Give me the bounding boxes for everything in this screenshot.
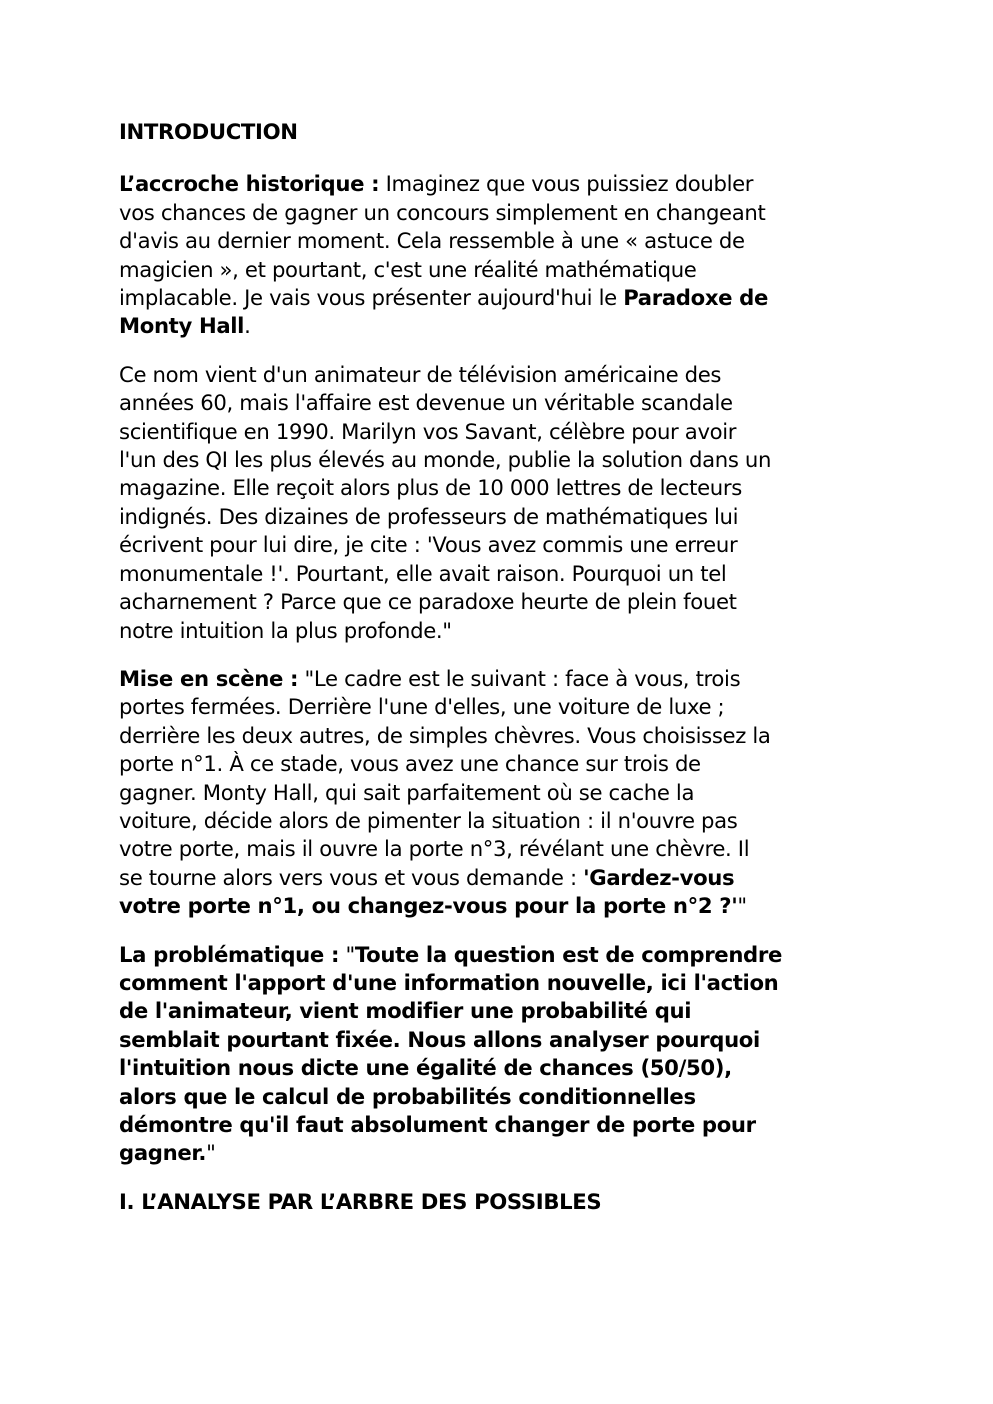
- para-line: votre porte, mais il ouvre la porte n°3, révélant une chèvre. Il: [119, 836, 750, 862]
- intro-heading-text: INTRODUCTION: [119, 119, 298, 144]
- para-text: ": [737, 893, 747, 919]
- para-line: l'un des QI les plus élevés au monde, publie la solution dans un: [119, 447, 772, 473]
- para-text: .: [244, 313, 251, 339]
- para-line: de l'animateur, vient modifier une probabilité qui: [119, 998, 692, 1024]
- para-line: [119, 941, 879, 969]
- para-text: ": [339, 941, 355, 967]
- bold-text: 'Gardez-vous: [583, 864, 735, 890]
- para-line: derrière les deux autres, de simples chèvres. Vous choisissez la: [119, 722, 771, 748]
- para-line: semblait pourtant fixée. Nous allons analyser pourquoi: [119, 1026, 760, 1052]
- para-line: [119, 1139, 879, 1167]
- para-line: portes fermées. Derrière l'une d'elles, une voiture de luxe ;: [119, 694, 725, 720]
- para-text: Imaginez que vous puissiez doubler: [379, 171, 754, 197]
- para-line: écrivent pour lui dire, je cite : 'Vous avez commis une erreur: [119, 532, 738, 558]
- para-line: acharnement ? Parce que ce paradoxe heurte de plein fouet: [119, 589, 737, 615]
- para-label: Mise en scène :: [119, 665, 299, 691]
- bold-text: votre porte n°1, ou changez-vous pour la porte n°2 ?': [119, 893, 738, 919]
- intro-heading: [119, 118, 879, 146]
- para-line: porte n°1. À ce stade, vous avez une chance sur trois de: [119, 751, 701, 777]
- para-line: scientifique en 1990. Marilyn vos Savant, célèbre pour avoir: [119, 418, 737, 444]
- para-line: monumentale !'. Pourtant, elle avait raison. Pourquoi un tel: [119, 560, 727, 586]
- para-line: vos chances de gagner un concours simplement en changeant: [119, 199, 766, 225]
- paragraph-history: [119, 361, 879, 645]
- para-line: l'intuition nous dicte une égalité de chances (50/50),: [119, 1055, 732, 1081]
- para-label: La problématique :: [119, 941, 340, 967]
- para-line: [119, 864, 879, 892]
- bold-text: Toute la question est de comprendre: [354, 941, 782, 967]
- para-line: [119, 284, 879, 312]
- para-line: notre intuition la plus profonde.": [119, 617, 452, 643]
- bold-text: gagner.: [119, 1140, 207, 1166]
- para-line: magicien », et pourtant, c'est une réalité mathématique: [119, 256, 697, 282]
- para-line: indignés. Des dizaines de professeurs de mathématiques lui: [119, 503, 739, 529]
- para-line: gagner. Monty Hall, qui sait parfaitement où se cache la: [119, 779, 695, 805]
- para-line: [119, 312, 879, 340]
- paragraph-mise-en-scene: [119, 665, 879, 921]
- document-page: [119, 118, 879, 1216]
- para-line: Ce nom vient d'un animateur de télévision américaine des: [119, 361, 722, 387]
- para-text: "Le cadre est le suivant : face à vous, trois: [298, 665, 741, 691]
- para-text: ": [206, 1140, 216, 1166]
- para-line: comment l'apport d'une information nouvelle, ici l'action: [119, 969, 779, 995]
- para-line: [119, 170, 879, 198]
- para-line: magazine. Elle reçoit alors plus de 10 000 lettres de lecteurs: [119, 475, 742, 501]
- paragraph-accroche: [119, 170, 879, 340]
- para-label: L’accroche historique :: [119, 171, 380, 197]
- para-line: années 60, mais l'affaire est devenue un véritable scandale: [119, 390, 733, 416]
- bold-text: Paradoxe de: [623, 285, 769, 311]
- para-text: se tourne alors vers vous et vous demande :: [119, 864, 584, 890]
- para-line: alors que le calcul de probabilités conditionnelles: [119, 1083, 696, 1109]
- section-heading: [119, 1188, 879, 1216]
- para-line: [119, 892, 879, 920]
- para-line: [119, 665, 879, 693]
- para-line: démontre qu'il faut absolument changer de porte pour: [119, 1112, 756, 1137]
- para-line: d'avis au dernier moment. Cela ressemble à une « astuce de: [119, 228, 745, 254]
- bold-text: Monty Hall: [119, 313, 245, 339]
- paragraph-problematique: [119, 941, 879, 1168]
- para-line: voiture, décide alors de pimenter la situation : il n'ouvre pas: [119, 807, 738, 833]
- para-text: implacable. Je vais vous présenter aujourd'hui le: [119, 285, 624, 311]
- section-heading-text: I. L’ANALYSE PAR L’ARBRE DES POSSIBLES: [119, 1188, 602, 1214]
